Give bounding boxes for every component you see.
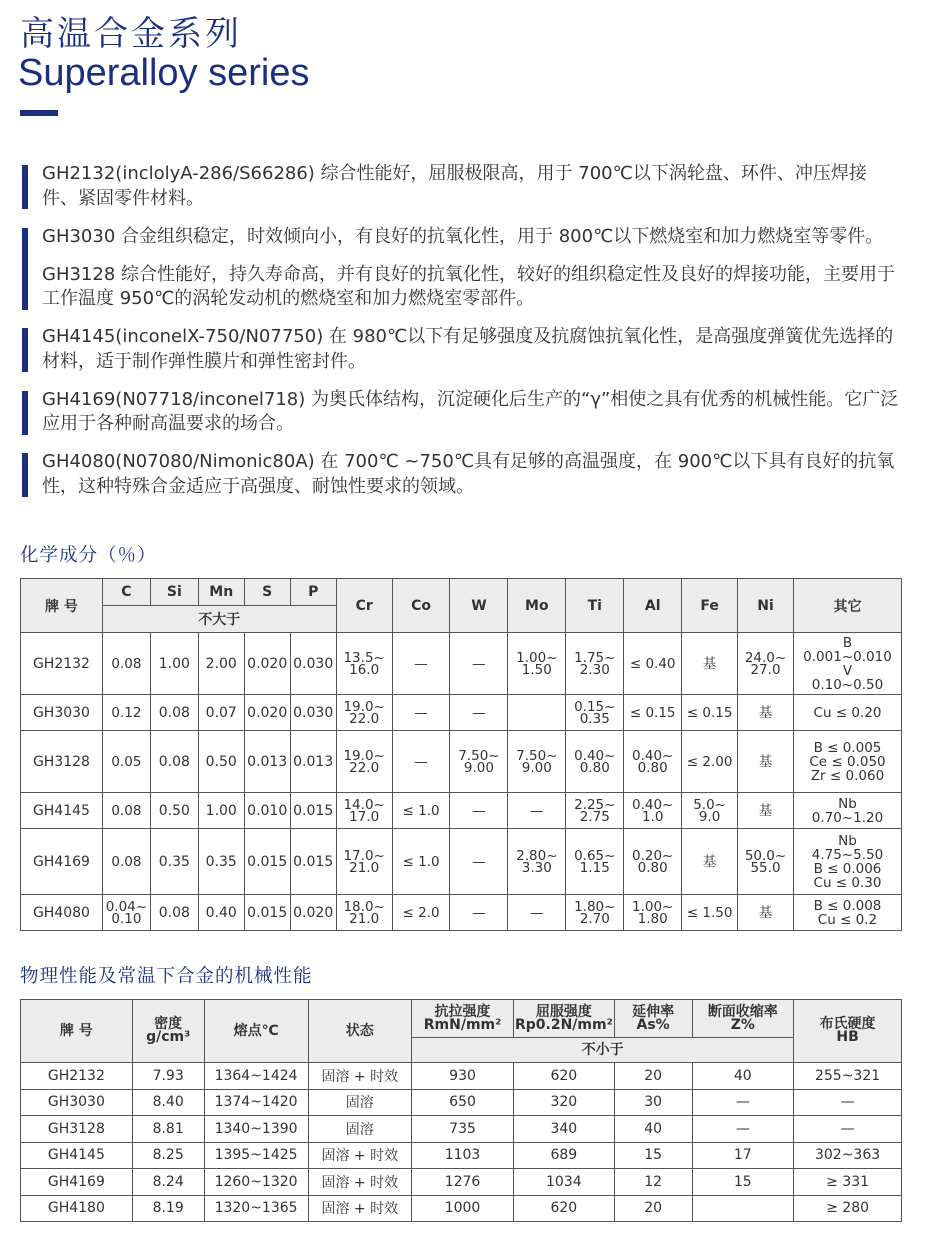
mech-header-melt: 熔点℃: [204, 1000, 308, 1063]
chem-cell-co: —: [392, 695, 450, 731]
paragraph-marker: [22, 266, 28, 310]
chem-cell-ti: 0.65~ 1.15: [566, 829, 624, 895]
mech-cell-reduction: —: [692, 1089, 794, 1116]
mech-table: [20, 999, 902, 1222]
chem-cell-w: —: [450, 633, 508, 695]
description-paragraph: [22, 162, 902, 211]
chem-cell-mo: —: [508, 793, 566, 829]
chem-cell-co: ≤ 1.0: [392, 829, 450, 895]
chem-cell-ni: 基: [738, 793, 794, 829]
chem-cell-mn: 0.35: [198, 829, 244, 895]
chem-cell-al: ≤ 0.15: [624, 695, 682, 731]
mech-cell-reduction: 15: [692, 1169, 794, 1196]
mech-cell-elong: 20: [614, 1063, 692, 1090]
chem-cell-mo: 1.00~ 1.50: [508, 633, 566, 695]
paragraph-text: GH3030 合金组织稳定，时效倾向小，有良好的抗氧化性，用于 800℃以下燃烧室和加力燃烧室等零件。: [42, 225, 884, 247]
title-underline: [20, 110, 58, 116]
chem-cell-other: B ≤ 0.005 Ce ≤ 0.050 Zr ≤ 0.060: [793, 731, 901, 793]
mech-cell-yield: 340: [513, 1116, 614, 1143]
chem-cell-fe: ≤ 2.00: [682, 731, 738, 793]
mech-cell-grade: GH2132: [21, 1063, 133, 1090]
chem-header-ni: Ni: [738, 579, 794, 633]
chem-row: [21, 695, 902, 731]
chem-header-fe: Fe: [682, 579, 738, 633]
mech-cell-melt: 1260~1320: [204, 1169, 308, 1196]
mech-cell-reduction: 17: [692, 1142, 794, 1169]
chem-cell-p: 0.030: [290, 695, 336, 731]
chem-cell-s: 0.020: [244, 695, 290, 731]
chem-section-title: 化学成分（％）: [20, 545, 157, 566]
chem-cell-p: 0.020: [290, 895, 336, 931]
chem-table: [20, 578, 902, 931]
chem-cell-mn: 2.00: [198, 633, 244, 695]
mech-header-hb: 布氏硬度 HB: [794, 1000, 902, 1063]
chem-cell-grade: GH4145: [21, 793, 103, 829]
mech-cell-state: 固溶: [308, 1089, 412, 1116]
chem-cell-other: Cu ≤ 0.20: [793, 695, 901, 731]
chem-cell-other: Nb 4.75~5.50 B ≤ 0.006 Cu ≤ 0.30: [793, 829, 901, 895]
chem-cell-w: —: [450, 793, 508, 829]
chem-cell-s: 0.015: [244, 895, 290, 931]
chem-cell-ni: 基: [738, 695, 794, 731]
mech-cell-density: 8.19: [132, 1195, 204, 1222]
chem-cell-s: 0.015: [244, 829, 290, 895]
chem-cell-mn: 0.50: [198, 731, 244, 793]
mech-cell-density: 8.40: [132, 1089, 204, 1116]
mech-header-elong: 延伸率 As%: [614, 1000, 692, 1038]
mech-cell-grade: GH3030: [21, 1089, 133, 1116]
paragraph-text: GH3128 综合性能好，持久寿命高，并有良好的抗氧化性，较好的组织稳定性及良好的焊接功能，主要用于工作温度 950℃的涡轮发动机的燃烧室和加力燃烧室零部件。: [42, 263, 896, 309]
chem-cell-cr: 19.0~ 22.0: [336, 695, 392, 731]
mech-row: [21, 1116, 902, 1143]
paragraph-marker: [22, 165, 28, 209]
paragraph-marker: [22, 328, 28, 372]
mech-cell-melt: 1340~1390: [204, 1116, 308, 1143]
chem-header-si: Si: [150, 579, 198, 606]
mech-cell-state: 固溶 + 时效: [308, 1169, 412, 1196]
chem-cell-mo: 2.80~ 3.30: [508, 829, 566, 895]
mech-cell-grade: GH4145: [21, 1142, 133, 1169]
chem-cell-mo: 7.50~ 9.00: [508, 731, 566, 793]
mech-section-title: 物理性能及常温下合金的机械性能: [20, 966, 313, 987]
mech-cell-tensile: 1103: [412, 1142, 514, 1169]
chem-cell-p: 0.015: [290, 829, 336, 895]
mech-cell-density: 8.25: [132, 1142, 204, 1169]
chem-cell-grade: GH4080: [21, 895, 103, 931]
chem-header-mn: Mn: [198, 579, 244, 606]
mech-cell-elong: 20: [614, 1195, 692, 1222]
mech-row: [21, 1195, 902, 1222]
chem-cell-ni: 基: [738, 731, 794, 793]
mech-cell-elong: 12: [614, 1169, 692, 1196]
chem-cell-grade: GH3030: [21, 695, 103, 731]
chem-cell-cr: 13.5~ 16.0: [336, 633, 392, 695]
description-paragraph: [22, 263, 902, 312]
mech-header-yield: 屈服强度 Rp0.2N/mm²: [513, 1000, 614, 1038]
chem-cell-ti: 1.75~ 2.30: [566, 633, 624, 695]
mech-cell-grade: GH3128: [21, 1116, 133, 1143]
chem-row: [21, 895, 902, 931]
mech-cell-yield: 620: [513, 1195, 614, 1222]
mech-cell-hb: ≥ 280: [794, 1195, 902, 1222]
chem-cell-mn: 0.40: [198, 895, 244, 931]
chem-cell-grade: GH2132: [21, 633, 103, 695]
mech-row: [21, 1063, 902, 1090]
chem-cell-c: 0.08: [102, 633, 150, 695]
chem-cell-grade: GH4169: [21, 829, 103, 895]
chem-cell-al: 0.40~ 1.0: [624, 793, 682, 829]
chem-cell-mo: —: [508, 895, 566, 931]
chem-header-max: 不大于: [102, 606, 336, 633]
mech-cell-grade: GH4180: [21, 1195, 133, 1222]
description-paragraph: [22, 225, 902, 250]
mech-cell-tensile: 1276: [412, 1169, 514, 1196]
page-title-cn: 高温合金系列: [20, 14, 242, 54]
mech-cell-elong: 40: [614, 1116, 692, 1143]
mech-cell-melt: 1395~1425: [204, 1142, 308, 1169]
chem-row: [21, 633, 902, 695]
mech-cell-reduction: —: [692, 1116, 794, 1143]
chem-cell-w: —: [450, 695, 508, 731]
chem-cell-mn: 1.00: [198, 793, 244, 829]
chem-row: [21, 793, 902, 829]
mech-header-min: 不小于: [412, 1038, 794, 1063]
chem-cell-ti: 0.15~ 0.35: [566, 695, 624, 731]
mech-cell-elong: 30: [614, 1089, 692, 1116]
paragraph-text: GH2132(inclolyA-286/S66286) 综合性能好，屈服极限高，用于 700℃以下涡轮盘、环件、冲压焊接件、紧固零件材料。: [42, 163, 867, 209]
chem-header-ti: Ti: [566, 579, 624, 633]
chem-cell-p: 0.030: [290, 633, 336, 695]
chem-cell-fe: ≤ 1.50: [682, 895, 738, 931]
chem-cell-si: 0.08: [150, 895, 198, 931]
chem-cell-si: 0.35: [150, 829, 198, 895]
mech-cell-hb: ≥ 331: [794, 1169, 902, 1196]
chem-cell-c: 0.12: [102, 695, 150, 731]
paragraph-marker: [22, 453, 28, 497]
chem-cell-si: 0.50: [150, 793, 198, 829]
chem-cell-mo: [508, 695, 566, 731]
chem-cell-cr: 18.0~ 21.0: [336, 895, 392, 931]
mech-cell-yield: 320: [513, 1089, 614, 1116]
mech-cell-reduction: [692, 1195, 794, 1222]
chem-cell-ti: 0.40~ 0.80: [566, 731, 624, 793]
mech-header-state: 状态: [308, 1000, 412, 1063]
chem-cell-ti: 1.80~ 2.70: [566, 895, 624, 931]
mech-cell-melt: 1374~1420: [204, 1089, 308, 1116]
chem-cell-fe: ≤ 0.15: [682, 695, 738, 731]
chem-cell-co: ≤ 1.0: [392, 793, 450, 829]
chem-row: [21, 829, 902, 895]
page-title-en: Superalloy series: [18, 52, 310, 94]
chem-header-mo: Mo: [508, 579, 566, 633]
chem-cell-w: 7.50~ 9.00: [450, 731, 508, 793]
mech-cell-density: 8.81: [132, 1116, 204, 1143]
chem-cell-cr: 19.0~ 22.0: [336, 731, 392, 793]
chem-cell-s: 0.010: [244, 793, 290, 829]
chem-cell-fe: 基: [682, 829, 738, 895]
mech-header-grade: 牌 号: [21, 1000, 133, 1063]
chem-cell-mn: 0.07: [198, 695, 244, 731]
mech-cell-hb: 255~321: [794, 1063, 902, 1090]
chem-cell-si: 0.08: [150, 695, 198, 731]
paragraph-marker: [22, 391, 28, 435]
chem-cell-c: 0.04~ 0.10: [102, 895, 150, 931]
description-paragraph: [22, 325, 902, 374]
chem-row: [21, 731, 902, 793]
chem-cell-fe: 5.0~ 9.0: [682, 793, 738, 829]
paragraph-text: GH4145(inconelX-750/N07750) 在 980℃以下有足够强度及抗腐蚀抗氧化性，是高强度弹簧优先选择的材料，适于制作弹性膜片和弹性密封件。: [42, 326, 894, 372]
mech-row: [21, 1169, 902, 1196]
mech-row: [21, 1142, 902, 1169]
chem-cell-p: 0.013: [290, 731, 336, 793]
chem-cell-w: —: [450, 895, 508, 931]
mech-cell-reduction: 40: [692, 1063, 794, 1090]
mech-cell-elong: 15: [614, 1142, 692, 1169]
mech-cell-density: 7.93: [132, 1063, 204, 1090]
chem-cell-s: 0.013: [244, 731, 290, 793]
chem-header-co: Co: [392, 579, 450, 633]
paragraph-text: GH4080(N07080/Nimonic80A) 在 700℃ ~750℃具有足够的高温强度，在 900℃以下具有良好的抗氧性，这种特殊合金适应于高强度、耐蚀性要求的领域。: [42, 451, 895, 497]
mech-cell-state: 固溶 + 时效: [308, 1063, 412, 1090]
chem-cell-ni: 50.0~ 55.0: [738, 829, 794, 895]
chem-cell-grade: GH3128: [21, 731, 103, 793]
mech-cell-hb: —: [794, 1116, 902, 1143]
chem-header-p: P: [290, 579, 336, 606]
mech-row: [21, 1089, 902, 1116]
mech-cell-state: 固溶 + 时效: [308, 1195, 412, 1222]
chem-cell-al: 1.00~ 1.80: [624, 895, 682, 931]
mech-cell-state: 固溶: [308, 1116, 412, 1143]
paragraph-text: GH4169(N07718/inconel718) 为奥氏体结构，沉淀硬化后生产的“γ”相使之具有优秀的机械性能。它广泛应用于各种耐高温要求的场合。: [42, 388, 899, 434]
mech-header-reduction: 断面收缩率 Z%: [692, 1000, 794, 1038]
mech-cell-grade: GH4169: [21, 1169, 133, 1196]
chem-cell-c: 0.08: [102, 829, 150, 895]
chem-cell-ni: 基: [738, 895, 794, 931]
chem-header-al: Al: [624, 579, 682, 633]
mech-cell-yield: 1034: [513, 1169, 614, 1196]
mech-cell-density: 8.24: [132, 1169, 204, 1196]
mech-cell-tensile: 650: [412, 1089, 514, 1116]
chem-cell-w: —: [450, 829, 508, 895]
chem-cell-s: 0.020: [244, 633, 290, 695]
chem-cell-cr: 17.0~ 21.0: [336, 829, 392, 895]
chem-header-other: 其它: [793, 579, 901, 633]
mech-cell-hb: 302~363: [794, 1142, 902, 1169]
chem-cell-co: —: [392, 731, 450, 793]
mech-header-density: 密度 g/cm³: [132, 1000, 204, 1063]
chem-cell-ni: 24.0~ 27.0: [738, 633, 794, 695]
mech-cell-yield: 689: [513, 1142, 614, 1169]
chem-cell-al: ≤ 0.40: [624, 633, 682, 695]
chem-cell-al: 0.40~ 0.80: [624, 731, 682, 793]
chem-header-cr: Cr: [336, 579, 392, 633]
chem-header-w: W: [450, 579, 508, 633]
mech-cell-hb: —: [794, 1089, 902, 1116]
chem-cell-si: 1.00: [150, 633, 198, 695]
chem-cell-c: 0.08: [102, 793, 150, 829]
mech-cell-melt: 1364~1424: [204, 1063, 308, 1090]
description-paragraph: [22, 450, 902, 499]
mech-cell-tensile: 1000: [412, 1195, 514, 1222]
mech-cell-tensile: 735: [412, 1116, 514, 1143]
chem-header-c: C: [102, 579, 150, 606]
chem-cell-fe: 基: [682, 633, 738, 695]
description-list: [22, 162, 902, 513]
chem-cell-other: B 0.001~0.010 V 0.10~0.50: [793, 633, 901, 695]
chem-cell-si: 0.08: [150, 731, 198, 793]
chem-header-grade: 牌 号: [21, 579, 103, 633]
chem-cell-al: 0.20~ 0.80: [624, 829, 682, 895]
chem-cell-cr: 14.0~ 17.0: [336, 793, 392, 829]
chem-cell-ti: 2.25~ 2.75: [566, 793, 624, 829]
description-paragraph: [22, 388, 902, 437]
chem-cell-co: —: [392, 633, 450, 695]
chem-cell-c: 0.05: [102, 731, 150, 793]
chem-header-s: S: [244, 579, 290, 606]
mech-cell-melt: 1320~1365: [204, 1195, 308, 1222]
chem-cell-other: B ≤ 0.008 Cu ≤ 0.2: [793, 895, 901, 931]
chem-cell-p: 0.015: [290, 793, 336, 829]
chem-cell-other: Nb 0.70~1.20: [793, 793, 901, 829]
mech-header-tensile: 抗拉强度 RmN/mm²: [412, 1000, 514, 1038]
chem-cell-co: ≤ 2.0: [392, 895, 450, 931]
mech-cell-state: 固溶 + 时效: [308, 1142, 412, 1169]
mech-cell-yield: 620: [513, 1063, 614, 1090]
mech-cell-tensile: 930: [412, 1063, 514, 1090]
